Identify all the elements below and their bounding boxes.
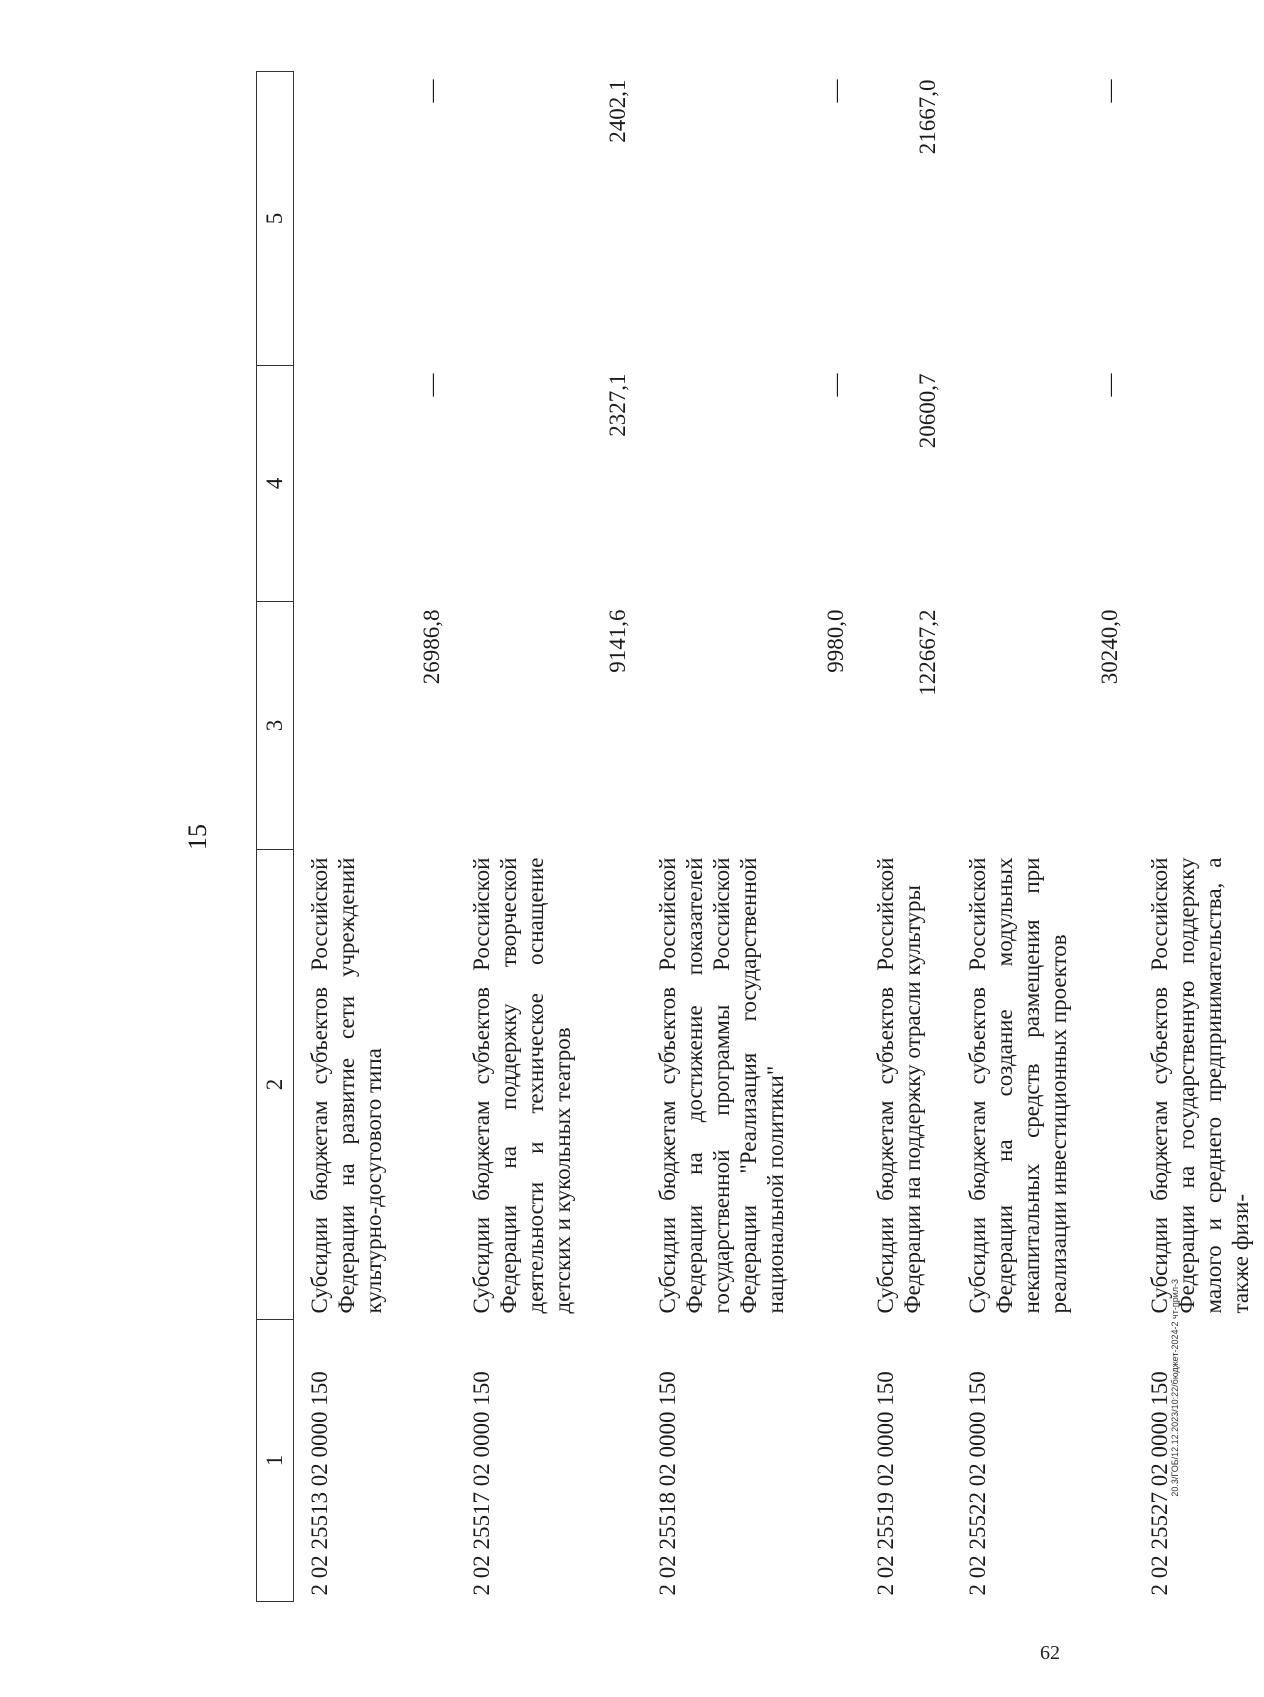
header-col-1: 1 <box>257 1320 294 1602</box>
row-col3: 30240,0 <box>1097 609 1123 685</box>
table-body <box>294 72 1264 1602</box>
table-row <box>860 72 952 1602</box>
row-col5: 2402,1 <box>605 79 631 143</box>
row-description: Субсидии бюджетам субъектов Российской Федерации на государственную поддержку малого и среднего предпринимательства, а также физи- <box>1146 857 1253 1314</box>
row-code: 2 02 25518 02 0000 150 <box>654 1371 680 1596</box>
table-row <box>294 72 456 1602</box>
row-col3: 9141,6 <box>605 609 631 673</box>
header-col-2: 2 <box>257 850 294 1320</box>
row-description: Субсидии бюджетам субъектов Российской Федерации на поддержку творческой деятельности и техническое оснащение детских и кукольных театров <box>468 857 575 1314</box>
row-description: Субсидии бюджетам субъектов Российской Федерации на создание модульных некапитальных средств размещения при реализации инвестиционных проектов <box>964 857 1071 1314</box>
table-row <box>1134 72 1264 1602</box>
row-code: 2 02 25513 02 0000 150 <box>307 1371 332 1596</box>
row-col5: — <box>1097 79 1123 103</box>
table-header <box>257 72 294 1602</box>
row-col4: — <box>1097 373 1123 397</box>
row-code: 2 02 25527 02 0000 150 <box>1146 1371 1172 1596</box>
row-col5: 21667,0 <box>915 79 941 155</box>
row-col5 <box>1134 72 1264 366</box>
row-code: 2 02 25522 02 0000 150 <box>964 1371 990 1596</box>
row-col4 <box>1134 366 1264 602</box>
row-description: Субсидии бюджетам субъектов Российской Федерации на достижение показателей государственной программы Российской Федерации "Реализация государственной национальной политики" <box>654 857 788 1314</box>
row-col3: 26986,8 <box>419 609 445 685</box>
document-footer-code: 20.3/ГОБ/12.12.2023/10:22/бюджет-2024-2 чт-прил-3 <box>1170 1279 1180 1497</box>
sheet-number: 15 <box>183 824 212 850</box>
row-col4: — <box>419 373 445 397</box>
table-row <box>456 72 642 1602</box>
budget-table <box>256 71 1264 1602</box>
row-code: 2 02 25519 02 0000 150 <box>872 1371 898 1596</box>
row-col5: — <box>419 79 445 103</box>
table-row <box>642 72 860 1602</box>
row-col4: 2327,1 <box>605 373 631 437</box>
row-code: 2 02 25517 02 0000 150 <box>468 1371 494 1596</box>
row-col5: — <box>823 79 849 103</box>
row-col3: 122667,2 <box>915 609 941 696</box>
header-col-4: 4 <box>257 366 294 602</box>
row-col4: — <box>823 373 849 397</box>
row-col3: 9980,0 <box>823 609 849 673</box>
header-col-3: 3 <box>257 602 294 850</box>
header-col-5: 5 <box>257 72 294 366</box>
row-col4: 20600,7 <box>915 373 941 449</box>
row-description: Субсидии бюджетам субъектов Российской Федерации на поддержку отрасли культуры <box>872 857 925 1314</box>
row-description: Субсидии бюджетам субъектов Российской Федерации на развитие сети учреждений культурно-досугового типа <box>307 857 387 1314</box>
table-row <box>952 72 1134 1602</box>
page-number: 62 <box>1040 1642 1060 1664</box>
row-col3 <box>1134 602 1264 850</box>
